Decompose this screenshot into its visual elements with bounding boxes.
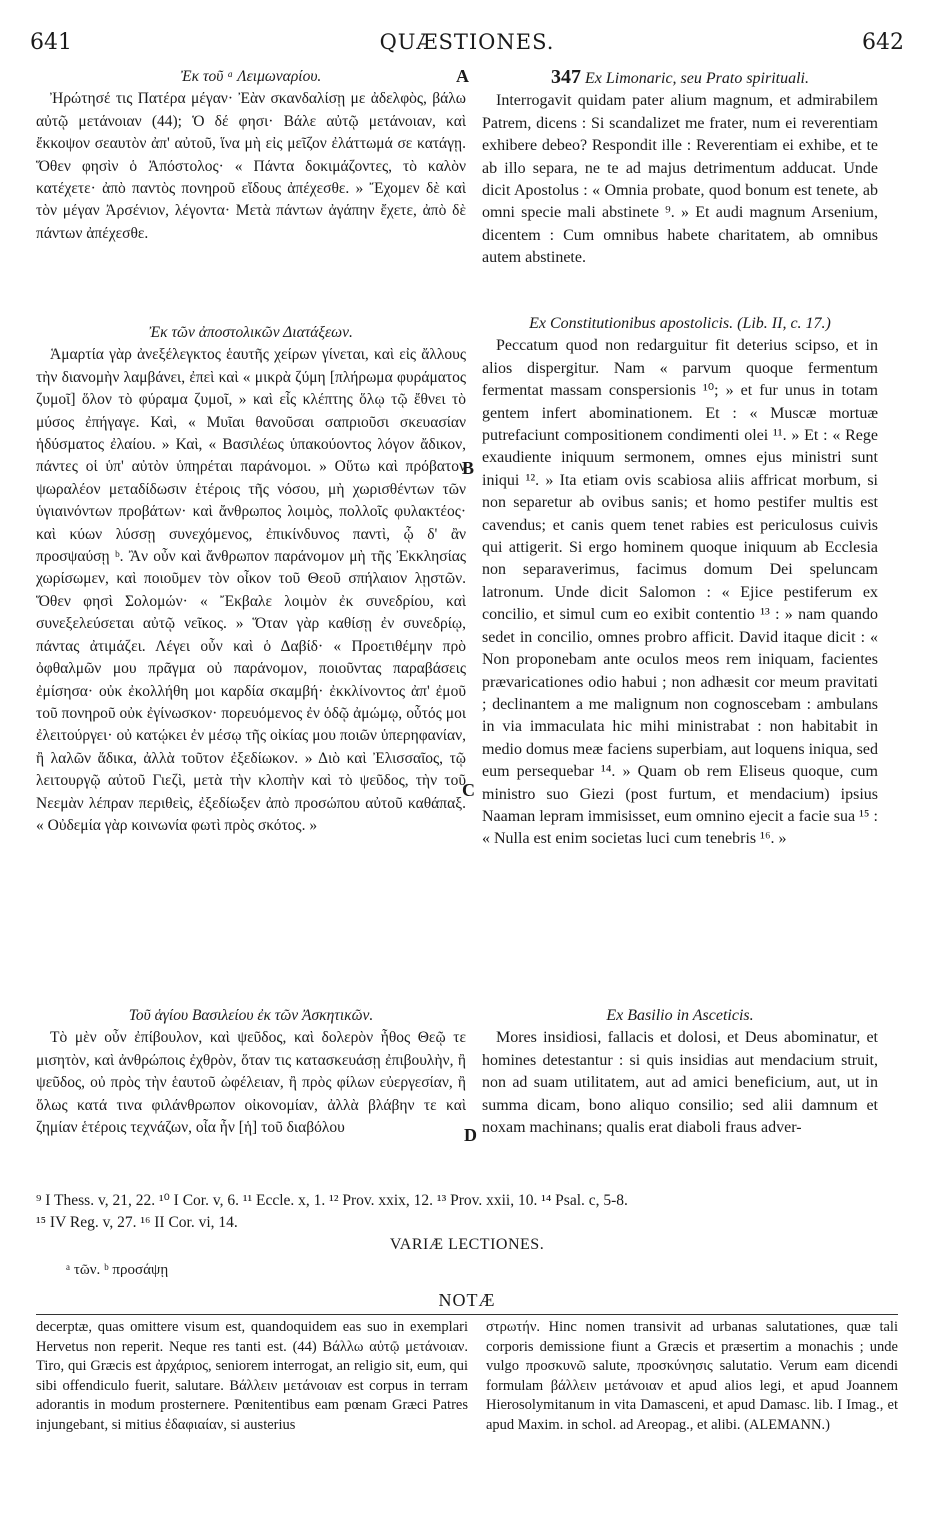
variae-line: ᵃ τῶν. ᵇ προσάψῃ — [66, 1262, 169, 1278]
running-title: QUÆSTIONES. — [379, 30, 555, 54]
latin-heading-limonarium — [482, 66, 878, 90]
greek-paragraph-limonarium: Ἠρώτησέ τις Πατέρα μέγαν· Ἐὰν σκανδαλίσῃ με ἀδελφὸς, βάλω αὐτῷ μετάνοιαν (44); Ὁ δέ φησι· Βάλε αὐτῷ μετάνοιαν, καὶ ἔκκοψον σεαυτὸν ἀπ' αὐτοῦ, ἵνα μὴ εἰς μεῖζον ἐλάττωμά σε κατάγῃ. Ὅθεν φησὶν ὁ Ἀπόστολος· « Πάντα δοκιμάζοντες, τὸ καλὸν κατέχετε· ἀπὸ παντὸς πονηροῦ εἴδους ἀπέχεσθε. » Ἔχομεν δὲ καὶ τὸν μέγαν Ἀρσένιον, λέγοντα· Μετὰ πάντων ἀγάπην ἔχετε, ἀπὸ δὲ πάντων ἀπέχεσθε. — [36, 90, 466, 242]
scripture-footnotes — [36, 1190, 906, 1234]
margin-marker-a: A — [456, 66, 469, 86]
variae-heading: VARIÆ LECTIONES. — [389, 1236, 545, 1253]
greek-column-section2 — [36, 322, 466, 837]
latin-paragraph-constitutions: Peccatum quod non redarguitur fit deterius scipso, et in alios dispergitur. Nam « parvum quoque fermentum fermentat massam conspersionis ¹⁰; » et fur unus in totam gentem infert abominationem. Et : « Muscæ mortuæ putrefaciunt compositionem condimenti olei ¹¹. » Et : « Rege exaudiente iniquum sermonem, omnes ejus ministri sunt iniqui ¹². » Ita etiam ovis scabiosa aliis affricat morbum, si non separetur ab ovibus sanis; et homo pestifer multis est cavendus; et canis quem tenet rabies est periculosus cuivis qui attigerit. Si ergo hominem quoque iniquum ab Ecclesia non separaverimus, facimus domum Dei speluncam latronum. Unde dicit Salomon : « Ejice pestiferum ex concilio, et simul cum eo exibit contentio ¹³ : » nam quando sedet in concilio, omnes probro afficit. David itaque dicit : « Non proponebam ante oculos meos rem iniquam, facientes prævaricationes odio habui ; non adhæsit cor meum pravitati ; declinantem a me malignum non cognoscebam : ambulans in via immaculata hic mihi ministrabat : non habitabit in medio domus meæ faciens superbiam, aut loquens iniqua, sed eum persequebar ¹⁴. » Quam ob rem Eliseus quoque, cum ministro suo Giezi (post furtum, et mendacium) ipsius Naaman lepram immisisset, eum omnino ejecit a facie sua ¹⁵ : « Nulla est enim societas luci cum tenebris ¹⁶. » — [482, 337, 878, 848]
notae-left-text: decerptæ, quas omittere visum est, quandoquidem eas suo in exemplari Hervetus non reperit. Neque res tanti est. (44) Βάλλω αὐτῷ μετάνοιαν. Tiro, qui Græcis est ἀρχάριος, seniorem interrogat, an religio sit, eum, qui sibi offendiculo fuerit, salutare. Βάλλειν μετάνοιαν est corpus in terram adorantis in modum prosternere. Pœnitentibus eam pœnam Græci Patres injungebant, si mitius ἐδαφιαίαν, si austerius — [36, 1319, 468, 1433]
latin-paragraph-basil: Mores insidiosi, fallacis et dolosi, et Deus abominatur, et homines detestantur : si quis insidias aut mendacium struit, non ad suam utilitatem, aut ad amici beneficium, aut, ut in summa dicam, bono aliquo consilio; sed alii damnum et noxam machinans; qualis erat diaboli fraus adver- — [482, 1029, 878, 1137]
page-number-left: 641 — [30, 30, 72, 55]
greek-paragraph-constitutions: Ἁμαρτία γὰρ ἀνεξέλεγκτος ἑαυτῆς χείρων γίνεται, καὶ εἰς ἄλλους τὴν διανομὴν λαμβάνει, ἐπεὶ καὶ « μικρὰ ζύμη [πλήρωμα φυράματος ζυμοῖ] ὅλον τὸ φύραμα ζυμοῖ, » καὶ εἷς κλέπτης ὅλῳ τῷ ἔθνει τὸ μύσος ἐπήγαγε. Καὶ, « Μυῖαι θανοῦσαι σαπριοῦσι σκευασίαν ἡδύσματος ἐλαίου. » Καὶ, « Βασιλέως ὑπακούοντος λόγον ἄδικον, πάντες οἱ ὑπ' αὐτὸν ὑπηρέται παράνομοι. » Οὕτω καὶ πρόβατον ψωραλέον μεταδίδωσιν ἑτέροις τῆς νόσου, μὴ χωρισθέντων τῶν ὑγιαινόντων προβάτων· καὶ ἄνθρωπος λοιμὸς, πολλοῖς φυλακτέος· καὶ κύων λύσσῃ συνεχόμενος, ἐπικίνδυνος παντὶ, ᾧ δ' ἂν προσψαύσῃ ᵇ. Ἂν οὖν καὶ ἄνθρωπον παράνομον μὴ τῆς Ἐκκλησίας χωρίσωμεν, καὶ ποιοῦμεν τὸν οἶκον τοῦ Θεοῦ σπήλαιον λῃστῶν. Ὅθεν φησὶ Σολομών· « Ἔκβαλε λοιμὸν ἐκ συνεδρίου, καὶ συνεξελεύσεται αὐτῷ νεῖκος. » Ὅταν γὰρ καθίσῃ ἐν συνεδρίῳ, πάντας ἀτιμάζει. Λέγει οὖν καὶ ὁ Δαβίδ· « Προετιθέμην πρὸ ὀφθαλμῶν μου πρᾶγμα οὐ παράνομον, ποιοῦντας παραβάσεις ἐμίσησα· οὐκ ἐκολλήθη μοι καρδία σκαμβή· ἐκκλίνοντος ἀπ' ἐμοῦ τοῦ πονηροῦ οὐκ ἐγίνωσκον· πορευόμενος ἐν ὁδῷ ἀμώμῳ, οὗτός μοι ἐλειτούργει· οὐ κατῴκει ἐν μέσῳ τῆς οἰκίας μου ποιῶν ὑπερηφανίαν, ἢ λαλῶν ἄδικα, ἀλλὰ τοῦτον ἐξεδίωκον. » Διὸ καὶ Ἐλισσαῖος, τῷ λειτουργῷ αὐτοῦ Γιεζὶ, μετὰ τὴν κλοπὴν καὶ τὸ ψεῦδος, τὴν τοῦ Νεεμὰν λέπραν περιθεὶς, ἐξεδίωξεν ἀπὸ προσώπου αὐτοῦ καθάπαξ. « Οὐδεμία γὰρ κοινωνία φωτὶ πρὸς σκότος. » — [36, 346, 466, 834]
latin-column-section3 — [482, 1005, 878, 1139]
notae-heading: NOTÆ — [438, 1290, 496, 1310]
footnote-line-2: ¹⁵ IV Reg. v, 27. ¹⁶ II Cor. vi, 14. — [36, 1214, 238, 1231]
greek-heading-constitutions: Ἐκ τῶν ἀποστολικῶν Διατάξεων. — [149, 324, 353, 341]
latin-paragraph-limonarium: Interrogavit quidam pater alium magnum, et admirabilem Patrem, dicens : Si scandalizet me frater, num ei reverentiam exhibere debeo? Respondit ille : Reverentiam ei exhibe, et te ab illo separa, ne te ad majus detrimentum adducat. Unde dicit Apostolus : « Omnia probate, quod bonum est tenete, ab omni specie mali abstinete ⁹. » Et audi magnum Arsenium, dicentem : Cum omnibus habete charitatem, ab omnibus autem abstinete. — [482, 92, 878, 267]
latin-heading-constitutions: Ex Constitutionibus apostolicis. (Lib. II, c. 17.) — [529, 315, 831, 332]
margin-marker-d: D — [464, 1125, 477, 1145]
greek-heading-basil: Τοῦ ἁγίου Βασιλείου ἐκ τῶν Ἀσκητικῶν. — [128, 1007, 374, 1024]
latin-column-section2 — [482, 313, 878, 851]
notae-right-text: στρωτήν. Hinc nomen transivit ad urbanas salutationes, quæ tali corporis demissione fiunt a Græcis et præsertim a monachis ; unde vulgo προσκυνῶ salute, προσκύνησις salutatio. Verum eam dicendi formulam βάλλειν μετάνοιαν et apud alios legi, et apud Joannem Hierosolymitanum in vita Damasceni, et apud Damasc. lib. I Imag., et apud Maxim. in schol. ad Areopag., et alibi. (ALEMANN.) — [486, 1319, 898, 1433]
greek-column — [36, 66, 466, 245]
latin-heading-basil: Ex Basilio in Asceticis. — [606, 1007, 754, 1024]
margin-marker-b: B — [462, 458, 475, 478]
greek-paragraph-basil: Τὸ μὲν οὖν ἐπίβουλον, καὶ ψεῦδος, καὶ δολερὸν ἦθος Θεῷ τε μισητὸν, καὶ ἀνθρώποις ἐχθρὸν, ὅταν τις κατασκευάσῃ ἐπιβουλὴν, ἢ ψεῦδος, οὐ πρὸς τὴν ἑαυτοῦ ὠφέλειαν, ἢ πρὸς φίλων εὐεργεσίαν, ἢ ὅλως κατά τινα φιλάνθρωπον οἰκονομίαν, ἀλλὰ βλάβην τε καὶ ζημίαν ἑτέροις τεχνάζων, οἷα ἦν [ἡ] τοῦ διαβόλου — [36, 1029, 466, 1137]
notae-left-column — [36, 1318, 468, 1435]
footnote-line-1: ⁹ I Thess. v, 21, 22. ¹⁰ I Cor. v, 6. ¹¹ Eccle. x, 1. ¹² Prov. xxix, 12. ¹³ Prov. xxii, 10. ¹⁴ Psal. c, 5-8. — [36, 1192, 628, 1209]
running-head — [30, 30, 904, 60]
column-number: 347 — [551, 66, 581, 88]
latin-column — [482, 66, 878, 270]
margin-marker-c: C — [462, 780, 475, 800]
latin-heading-text: Ex Limonaric, seu Prato spirituali. — [585, 70, 809, 87]
greek-column-section3 — [36, 1005, 466, 1139]
notae-right-column — [486, 1318, 898, 1435]
greek-heading-limonarium: Ἐκ τοῦ ᵃ Λειμωναρίου. — [180, 68, 322, 85]
notae-rule — [36, 1314, 898, 1315]
page-number-right: 642 — [862, 30, 904, 55]
